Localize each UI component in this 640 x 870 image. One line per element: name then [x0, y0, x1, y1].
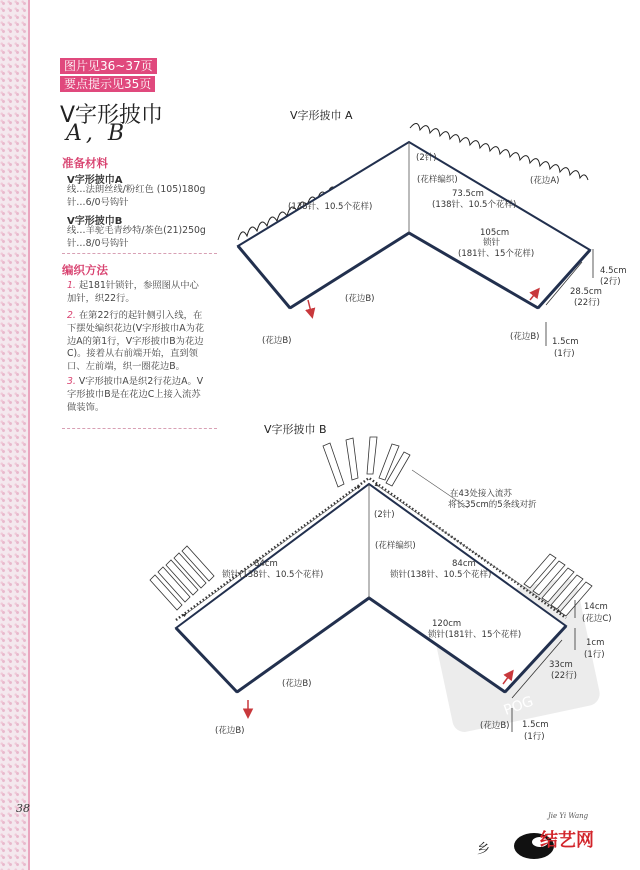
step-number: 1.	[67, 280, 76, 291]
diagram-b-left-stitches: 锁针(138针、10.5个花样)	[222, 570, 324, 580]
diagram-a-dim-edge-a: 4.5cm	[600, 266, 627, 276]
diagram-a-title: V字形披巾 A	[290, 109, 353, 122]
step-line: V字形披巾A是织2行花边A。V	[78, 376, 204, 387]
shawl-a-name: V字形披巾A	[67, 175, 123, 186]
diagram-b-dim-width: 33cm	[549, 660, 573, 670]
page-subtitle: A, B	[66, 121, 129, 146]
diagram-b-fringes-top	[323, 437, 410, 487]
diagram-b-inner-length: 120cm	[432, 619, 462, 629]
shawl-b-needle: 针…8/0号钩针	[67, 238, 129, 249]
diagram-b-right-length: 84cm	[452, 559, 476, 569]
step-line: 起181针锁针，参照图从中心	[78, 280, 199, 291]
diagram-a-inner-chain: 锁针	[483, 238, 501, 248]
diagram-a-right-length: 73.5cm	[452, 189, 484, 199]
diagram-b-edge-b-right: (花边B)	[480, 721, 510, 731]
diagram-a-dim-width-rows: (22行)	[574, 298, 600, 308]
step-line: 口、左前端，织一圈花边B。	[67, 361, 185, 373]
step-number: 3.	[67, 376, 76, 387]
diagram-b-edge-c-label: (花边C)	[582, 614, 612, 624]
diagram-b-inner-stitches: 锁针(181针、15个花样)	[428, 630, 522, 640]
diagram-b-title: V字形披巾 B	[264, 423, 327, 436]
diagram-b-dim-edge-b: 1.5cm	[522, 720, 549, 730]
diagram-b-center-stitches: (2针)	[374, 510, 395, 520]
diagram-a-dim-edge-a-rows: (2行)	[600, 277, 621, 287]
diagram-b-fringe-note-1: 在43处接入流苏	[450, 489, 512, 499]
page-number: 38	[16, 802, 30, 815]
method-heading: 编织方法	[62, 263, 108, 277]
shawl-a-yarn: 线…法朗丝线/粉红色 (105)180g	[67, 184, 206, 195]
shawl-a-needle: 针…6/0号钩针	[67, 197, 129, 208]
step-line: 下摆处编织花边(V字形披巾A为花	[67, 322, 205, 334]
logo-script: Jie Yi Wang	[548, 812, 589, 820]
diagram-a-center-stitches: (2针)	[416, 153, 437, 163]
diagram-b-dim-fringe: 14cm	[584, 602, 608, 612]
materials-heading: 准备材料	[62, 156, 108, 170]
diagram-b-dim-width-rows: (22行)	[551, 671, 577, 681]
diagram-a-dim-edge-b-rows: (1行)	[554, 349, 575, 359]
diagram-b-body	[176, 484, 566, 692]
stray-character: 乡	[477, 842, 491, 857]
step-line: C)。接着从右前端开始，直到领	[67, 348, 198, 360]
diagram-b-dim-edge-b-rows: (1行)	[524, 732, 545, 742]
diagram-a-dim-width: 28.5cm	[570, 287, 602, 297]
diagram-a-left-stitches: (138针、10.5个花样)	[288, 202, 373, 212]
diagram-b-dim-edge-c-rows: (1行)	[584, 650, 605, 660]
diagram-a-right-stitches: (138针、10.5个花样)	[432, 200, 517, 210]
diagram-a-body	[238, 142, 590, 308]
diagram-a	[238, 108, 626, 359]
diagram-a-inner-length: 105cm	[480, 228, 510, 238]
diagram-a-inner-stitches: (181针、15个花样)	[458, 249, 535, 259]
picture-page-ref: 图片见36~37页	[60, 58, 157, 74]
diagram-a-edge-b-bottom: (花边B)	[345, 294, 375, 304]
step-line: 字形披巾B是在花边C上接入流苏	[67, 388, 201, 400]
shawl-b-yarn: 线…羊驼毛青纱特/茶色(21)250g	[67, 225, 206, 236]
diagram-a-start-arrow	[308, 300, 312, 316]
shawl-b-name: V字形披巾B	[67, 216, 123, 227]
diagram-a-pattern-knit: (花样编织)	[417, 175, 458, 185]
step-number: 2.	[67, 310, 76, 321]
diagram-a-dim-edge-b: 1.5cm	[552, 337, 579, 347]
diagram-b-pattern-knit: (花样编织)	[375, 541, 416, 551]
step-line: 边A的第1行，V字形披巾B为花边	[67, 335, 204, 347]
tips-page-ref: 要点提示见35页	[60, 76, 155, 92]
step-line: 在第22行的起针侧引入线，在	[78, 310, 203, 321]
step-line: 加针，织22行。	[67, 292, 135, 304]
watermark-text: POG	[501, 693, 536, 719]
page-title: V字形披巾	[60, 103, 164, 128]
diagram-a-edge-b-right: (花边B)	[510, 332, 540, 342]
diagram-a-edge-b-left: (花边B)	[262, 336, 292, 346]
diagram-b-edge-b-bottom: (花边B)	[282, 679, 312, 689]
diagram-b-right-stitches: 锁针(138针、10.5个花样)	[390, 570, 492, 580]
diagram-b-left-length: 84cm	[254, 559, 278, 569]
step-line: 做装饰。	[67, 401, 105, 413]
logo-text: 结艺网	[540, 830, 594, 851]
diagram-b-dim-edge-c: 1cm	[586, 638, 605, 648]
diagram-b-fringe-note-2: 将长35cm的5条线对折	[448, 500, 537, 510]
diagram-b	[150, 422, 612, 742]
diagram-a-edge-a-label: (花边A)	[530, 176, 560, 186]
diagram-b-edge-b-left: (花边B)	[215, 726, 245, 736]
